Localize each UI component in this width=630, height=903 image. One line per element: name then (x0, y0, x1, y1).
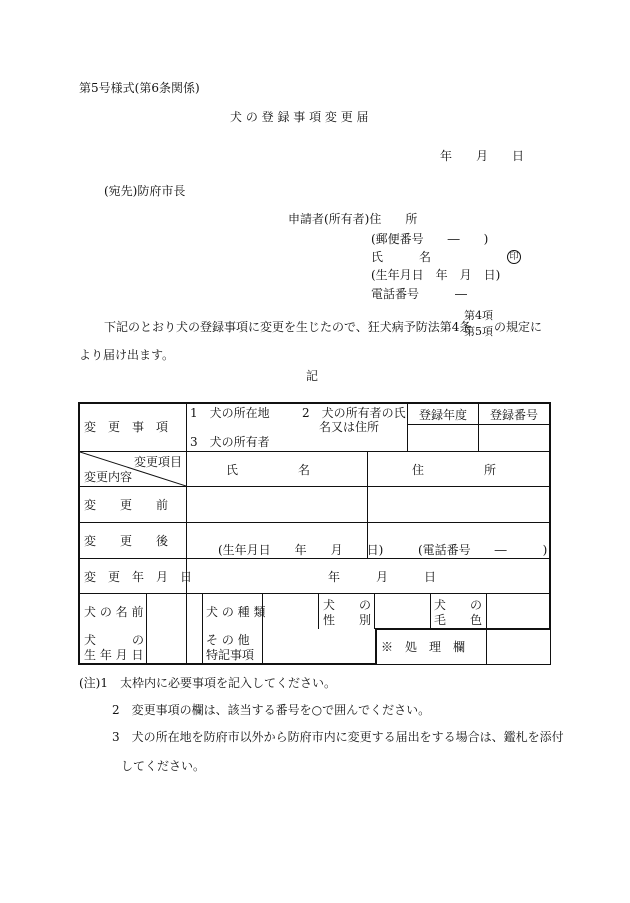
body-item4: 第4項 (464, 309, 493, 322)
after-birth: (生年月日 年 月 日) (218, 543, 384, 557)
ki-label: 記 (306, 369, 319, 383)
body-line1-post: の規定に (494, 320, 543, 334)
form-number: 第5号様式(第6条関係) (79, 81, 200, 95)
address-header: 住 所 (412, 463, 497, 477)
before-label: 変 更 前 (84, 498, 169, 512)
sex-label-top: 犬 の (323, 598, 372, 612)
after-phone: (電話番号 ― ) (418, 543, 548, 557)
note-1: (注)1 太枠内に必要事項を記入してください。 (79, 676, 336, 690)
change-items-label: 変 更 事 項 (84, 420, 169, 434)
reg-year-field[interactable] (407, 426, 477, 450)
processing-label: ※ 処 理 欄 (381, 640, 466, 654)
applicant-name: 氏 名 (371, 250, 432, 264)
applicant-phone: 電話番号 ― (371, 287, 468, 301)
before-name-field[interactable] (188, 488, 366, 521)
coat-label-bottom: 毛 色 (434, 613, 483, 627)
reg-number-field[interactable] (479, 426, 549, 450)
applicant-address-label: 申請者(所有者)住 所 (288, 212, 418, 226)
applicant-birth: (生年月日 年 月 日) (371, 268, 501, 282)
note-3: 3 犬の所在地を防府市以外から防府市内に変更する届出をする場合は、鑑札を添付 (112, 730, 564, 744)
dog-kind-label: 犬 の 種 類 (206, 605, 266, 619)
before-address-field[interactable] (369, 488, 549, 521)
note-3-cont: してください。 (121, 759, 206, 773)
note-2: 2 変更事項の欄は、該当する番号を○で囲んでください。 (112, 703, 431, 717)
applicant-postal: (郵便番号 ― ) (371, 232, 489, 246)
after-label: 変 更 後 (84, 534, 169, 548)
other-label-bottom: 特記事項 (206, 648, 255, 662)
addressee: (宛先)防府市長 (104, 184, 186, 198)
body-line2: より届け出ます。 (79, 348, 175, 362)
sex-label-bottom: 性 別 (323, 613, 372, 627)
dob-label-top: 犬 の (84, 633, 145, 647)
seal-mark (507, 249, 521, 264)
body-item5: 第5項 (464, 325, 493, 338)
option-3[interactable]: 3 犬の所有者 (190, 435, 270, 449)
date-line: 年 月 日 (440, 149, 525, 163)
seal-icon: 印 (507, 250, 521, 264)
diag-top-label: 変更項目 (134, 455, 183, 469)
option-1[interactable]: 1 犬の所在地 (190, 406, 270, 420)
change-date-value[interactable]: 年 月 日 (328, 570, 437, 584)
other-label-top: そ の 他 (206, 633, 250, 647)
dog-name-label: 犬 の 名 前 (84, 605, 144, 619)
change-date-label: 変 更 年 月 日 (84, 570, 193, 584)
reg-year-label: 登録年度 (419, 408, 468, 422)
form-title: 犬 の 登 録 事 項 変 更 届 (230, 110, 369, 124)
dob-label-bottom: 生 年 月 日 (84, 648, 144, 662)
option-2-cont: 名又は住所 (319, 420, 380, 434)
body-line1-pre: 下記のとおり犬の登録事項に変更を生じたので、狂犬病予防法第4条 (104, 320, 472, 334)
diag-bottom-label: 変更内容 (84, 470, 133, 484)
coat-label-top: 犬 の (434, 598, 483, 612)
option-2[interactable]: 2 犬の所有者の氏 (302, 406, 406, 420)
reg-number-label: 登録番号 (490, 408, 539, 422)
name-header: 氏 名 (226, 463, 311, 477)
